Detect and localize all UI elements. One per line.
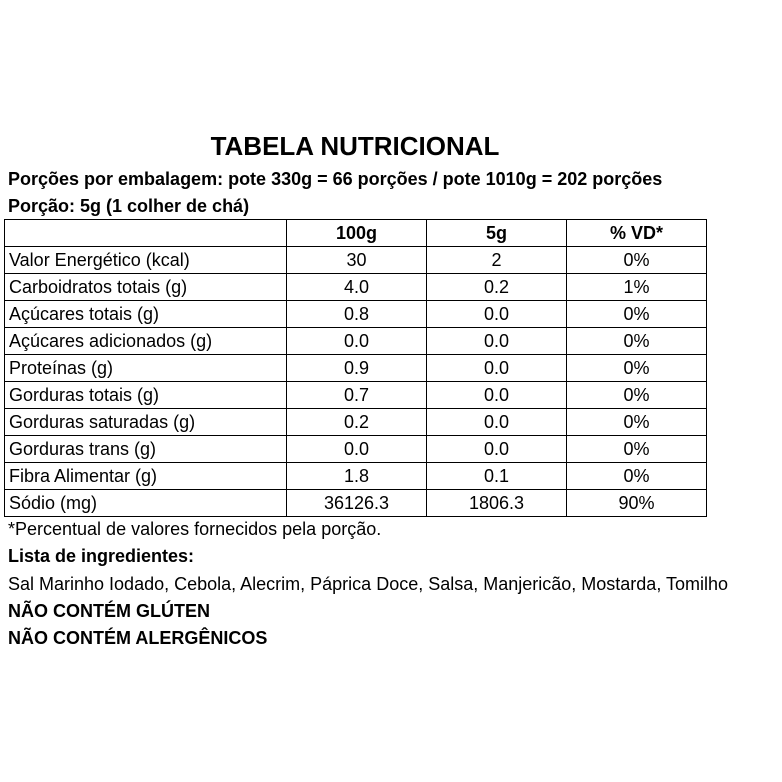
daily-value-footnote: *Percentual de valores fornecidos pela porção. [8, 519, 382, 539]
nutrient-label: Proteínas (g) [5, 355, 287, 382]
table-row [5, 355, 707, 382]
value-100g: 0.0 [287, 328, 427, 355]
table-row [5, 274, 707, 301]
nutrient-label: Açúcares adicionados (g) [5, 328, 287, 355]
value-100g: 36126.3 [287, 490, 427, 517]
value-100g: 0.0 [287, 436, 427, 463]
header-100g: 100g [287, 220, 427, 247]
ingredients-list: Sal Marinho Iodado, Cebola, Alecrim, Páprica Doce, Salsa, Manjericão, Mostarda, Tomilho [8, 574, 729, 594]
table-row [5, 490, 707, 517]
value-5g: 0.0 [427, 382, 567, 409]
table-row [5, 382, 707, 409]
value-5g: 0.0 [427, 409, 567, 436]
value-vd: 0% [567, 463, 707, 490]
value-5g: 0.0 [427, 301, 567, 328]
value-vd: 0% [567, 247, 707, 274]
value-vd: 0% [567, 436, 707, 463]
nutrient-label: Gorduras saturadas (g) [5, 409, 287, 436]
table-row [5, 463, 707, 490]
nutrient-label: Valor Energético (kcal) [5, 247, 287, 274]
value-100g: 0.8 [287, 301, 427, 328]
nutrient-label: Açúcares totais (g) [5, 301, 287, 328]
nutrient-label: Fibra Alimentar (g) [5, 463, 287, 490]
value-vd: 0% [567, 355, 707, 382]
value-5g: 0.0 [427, 355, 567, 382]
value-100g: 4.0 [287, 274, 427, 301]
nutrition-table-title: TABELA NUTRICIONAL [210, 131, 500, 161]
nutrient-label: Gorduras trans (g) [5, 436, 287, 463]
value-100g: 0.2 [287, 409, 427, 436]
table-row [5, 409, 707, 436]
nutrient-label: Sódio (mg) [5, 490, 287, 517]
value-vd: 0% [567, 382, 707, 409]
nutrition-table [4, 219, 707, 517]
header-vd: % VD* [567, 220, 707, 247]
value-5g: 0.1 [427, 463, 567, 490]
header-5g: 5g [427, 220, 567, 247]
servings-per-package: Porções por embalagem: pote 330g = 66 porções / pote 1010g = 202 porções [8, 169, 663, 189]
table-row [5, 247, 707, 274]
table-row [5, 301, 707, 328]
value-5g: 0.0 [427, 328, 567, 355]
value-5g: 0.0 [427, 436, 567, 463]
nutrient-label: Gorduras totais (g) [5, 382, 287, 409]
nutrient-label: Carboidratos totais (g) [5, 274, 287, 301]
table-header-row [5, 220, 707, 247]
value-vd: 0% [567, 409, 707, 436]
header-nutrient [5, 220, 287, 247]
portion-size: Porção: 5g (1 colher de chá) [8, 196, 250, 216]
value-100g: 1.8 [287, 463, 427, 490]
value-5g: 2 [427, 247, 567, 274]
value-vd: 90% [567, 490, 707, 517]
table-row [5, 328, 707, 355]
value-5g: 0.2 [427, 274, 567, 301]
value-vd: 1% [567, 274, 707, 301]
value-100g: 0.9 [287, 355, 427, 382]
value-100g: 30 [287, 247, 427, 274]
allergen-free-notice: NÃO CONTÉM ALERGÊNICOS [8, 628, 268, 648]
ingredients-heading: Lista de ingredientes: [8, 546, 195, 566]
value-vd: 0% [567, 301, 707, 328]
value-100g: 0.7 [287, 382, 427, 409]
gluten-free-notice: NÃO CONTÉM GLÚTEN [8, 601, 210, 621]
table-row [5, 436, 707, 463]
value-5g: 1806.3 [427, 490, 567, 517]
value-vd: 0% [567, 328, 707, 355]
